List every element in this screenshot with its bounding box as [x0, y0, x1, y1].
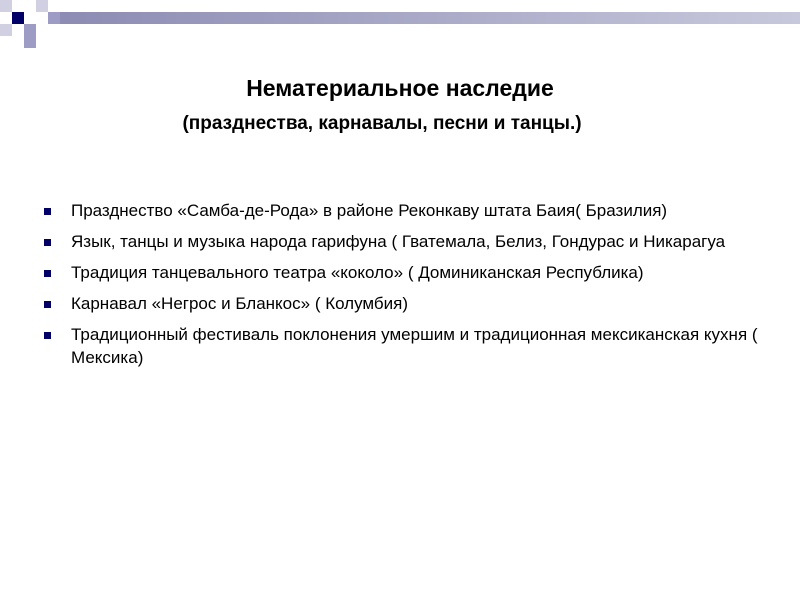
slide-title: Нематериальное наследие — [246, 75, 554, 101]
square-bullet-icon — [44, 301, 51, 308]
bullet-text: Празднество «Самба-де-Рода» в районе Реконкаву штата Баия( Бразилия) — [71, 201, 668, 220]
decorative-header-pattern — [0, 0, 800, 50]
bullet-text: Карнавал «Негрос и Бланкос» ( Колумбия) — [71, 294, 409, 313]
bullet-list — [0, 199, 800, 377]
slide-subtitle: (празднества, карнавалы, песни и танцы.) — [182, 113, 582, 134]
bullet-text: Традиция танцевального театра «коколо» ( Доминиканская Республика) — [71, 263, 644, 282]
square-bullet-icon — [44, 332, 51, 339]
bullet-item — [0, 261, 800, 284]
square-bullet-icon — [44, 239, 51, 246]
bullet-item — [0, 323, 800, 369]
bullet-text: Язык, танцы и музыка народа гарифуна ( Гватемала, Белиз, Гондурас и Никарагуа — [71, 232, 726, 251]
bullet-text: Традиционный фестиваль поклонения умершим и традиционная мексиканская кухня ( Мексика) — [71, 325, 758, 367]
square-bullet-icon — [44, 270, 51, 277]
bullet-item — [0, 292, 800, 315]
bullet-item — [0, 199, 800, 222]
bullet-item — [0, 230, 800, 253]
square-bullet-icon — [44, 208, 51, 215]
